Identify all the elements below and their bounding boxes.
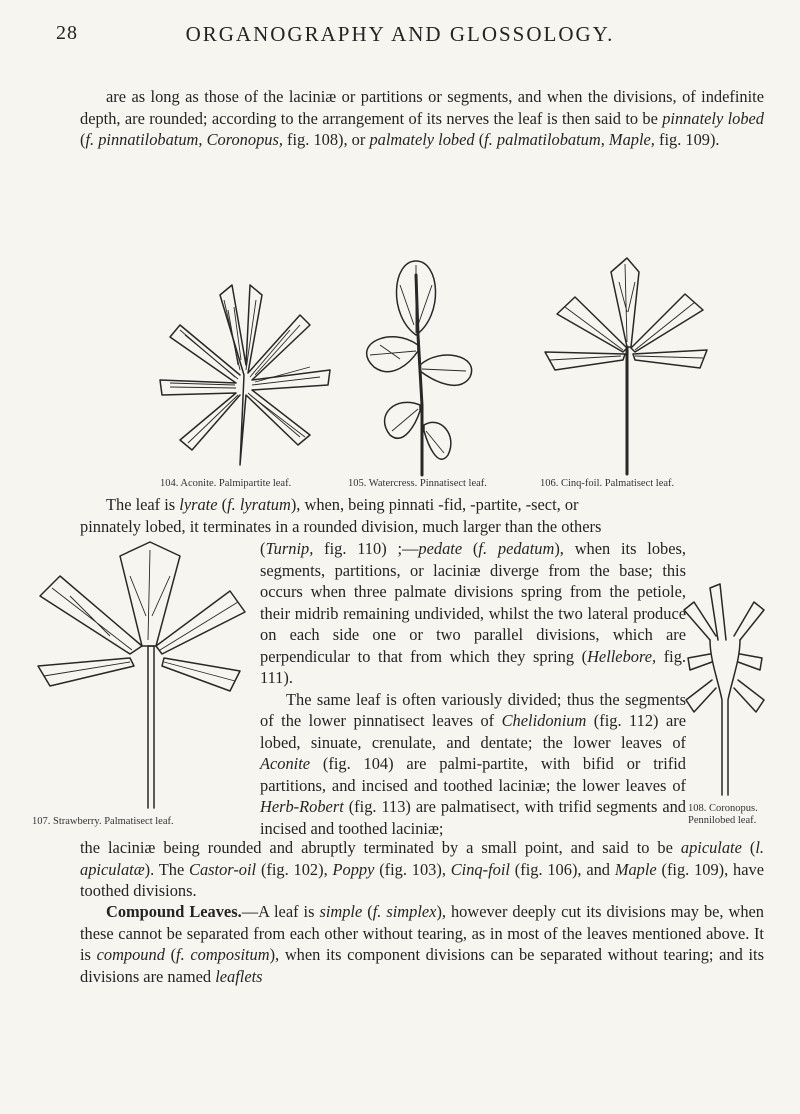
page-header <box>0 22 800 52</box>
paragraph-lobed: are as long as those of the laciniæ or partitions or segments, and when the divisions, of indefinite depth, are rounded; according to the arrangement of its nerves the leaf is then said to be pinnately lobed (f. pinnatilobatum, Coronopus, fig. 108), or palmately lobed (f. palmatilobatum, Maple, fig. 109). <box>80 87 764 149</box>
paragraph-lyrate-intro: The leaf is lyrate (f. lyratum), when, being pinnati -fid, -partite, -sect, or <box>106 495 579 514</box>
paragraph-apiculate: the laciniæ being rounded and abruptly terminated by a small point, and said to be apiculate (l. apiculatæ). The Castor-oil (fig. 102), Poppy (fig. 103), Cinq-foil (fig. 106), and Maple (fig. 109), have toothed divisions. <box>80 838 764 900</box>
figure-106-cinqfoil-leaf <box>535 252 715 477</box>
running-title: ORGANOGRAPHY AND GLOSSOLOGY. <box>185 22 615 46</box>
caption-fig-107: 107. Strawberry. Palmatisect leaf. <box>32 816 174 827</box>
caption-fig-108-name: 108. Coronopus. <box>688 803 758 814</box>
caption-fig-104: 104. Aconite. Palmipartite leaf. <box>160 478 292 489</box>
figure-107-strawberry-leaf <box>30 536 260 811</box>
paragraph-compound-leaves: Compound Leaves.—A leaf is simple (f. simplex), however deeply cut its divisions may be, when these cannot be separated from each other without tearing, as in most of the leaves mentioned above. It is compound (f. compositum), when its component divisions can be separated without tearing; and its divisions are named leaflets <box>80 902 764 986</box>
figure-104-aconite-leaf <box>140 255 350 475</box>
figure-105-watercress-leaf <box>340 255 490 477</box>
page-number: 28 <box>56 22 78 44</box>
figure-108-coronopus-leaf <box>680 580 770 800</box>
paragraph-lyrate-line2: pinnately lobed, it terminates in a rounded division, much larger than the others <box>80 517 602 536</box>
caption-fig-105: 105. Watercress. Pinnatisect leaf. <box>348 478 487 489</box>
caption-fig-106: 106. Cinq-foil. Palmatisect leaf. <box>540 478 675 489</box>
paragraph-pedate: (Turnip, fig. 110) ;—pedate (f. pedatum), when its lobes, segments, partitions, or laciniæ diverge from the base; this occurs when three palmate divisions spring from the petiole, their midrib remaining undivided, whilst the two lateral produce on each side one or two parallel divisions, which are perpendicular to that from which they spring (Hellebore, fig. 111). The same leaf is often variously divided; thus the segments of the lower pinnatisect leaves of Chelidonium (fig. 112) are lobed, sinuate, crenulate, and dentate; the lower leaves of Aconite (fig. 104) are palmi-partite, with bifid or trifid partitions, and incised and toothed laciniæ; the lower leaves of Herb-Robert (fig. 113) are palmatisect, with trifid segments and incised and toothed laciniæ; <box>260 539 686 838</box>
caption-fig-108-type: Pennilobed leaf. <box>688 815 757 826</box>
